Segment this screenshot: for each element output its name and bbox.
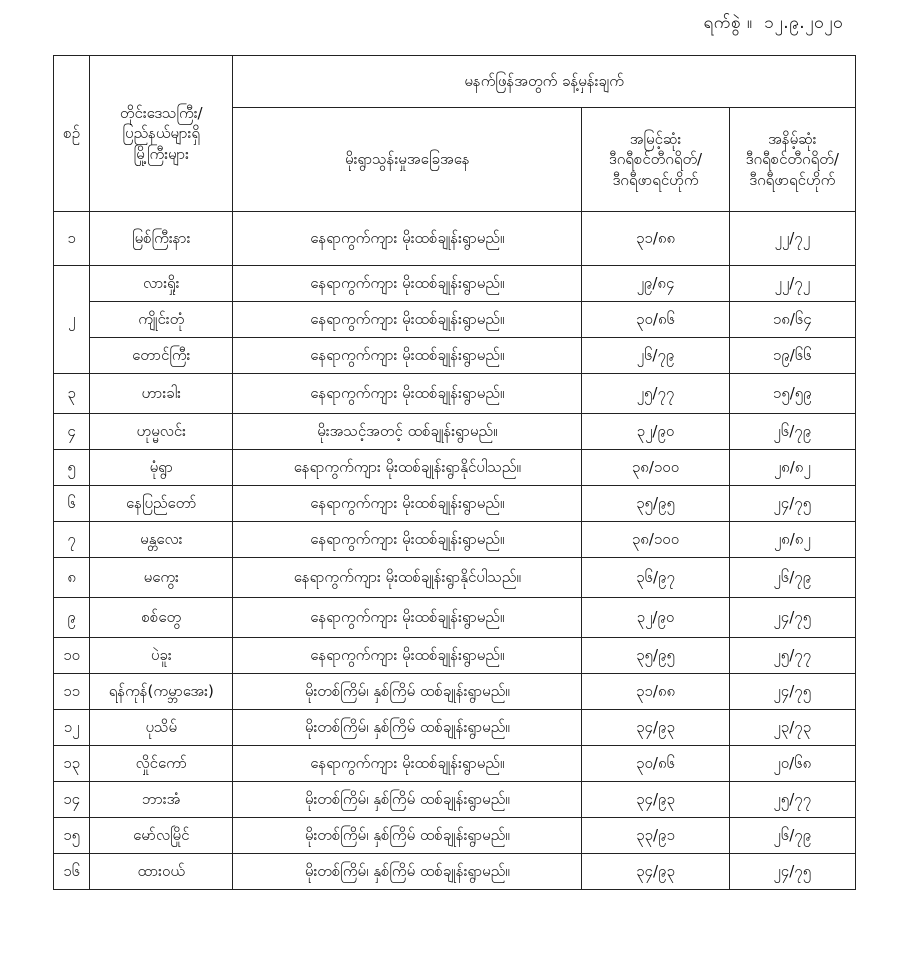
city-name: ဘားအံ [90, 782, 233, 818]
city-name: တောင်ကြီး [90, 338, 233, 374]
row-number: ၉ [54, 598, 90, 638]
table-row [54, 266, 856, 302]
row-number: ၆ [54, 486, 90, 522]
city-name: ဟားခါး [90, 374, 233, 414]
header-no: စဉ် [54, 56, 90, 212]
city-name: လားရှိုး [90, 266, 233, 302]
table-row [54, 338, 856, 374]
header-max-temp: အမြင့်ဆုံး ဒီဂရီစင်တီဂရိတ်/ ဒီဂရီဖာရင်ဟိုက် [582, 108, 729, 212]
date-label: ရက်စွဲ ။ [703, 13, 753, 33]
min-temp: ၂၈/၈၂ [729, 522, 855, 558]
city-name: ရန်ကုန်(ကမ္ဘာအေး) [90, 674, 233, 710]
header-min-temp: အနိမ့်ဆုံး ဒီဂရီစင်တီဂရိတ်/ ဒီဂရီဖာရင်ဟိုက် [729, 108, 855, 212]
table-row [54, 854, 856, 890]
city-name: မုံရွာ [90, 450, 233, 486]
table-row [54, 782, 856, 818]
max-temp: ၃၄/၉၃ [582, 710, 729, 746]
min-temp: ၁၉/၆၆ [729, 338, 855, 374]
min-temp: ၂၆/၇၉ [729, 558, 855, 598]
max-temp: ၃၀/၈၆ [582, 302, 729, 338]
table-row [54, 522, 856, 558]
rain-condition: နေရာကွက်ကျား မိုးထစ်ချုန်းရွာမည်။ [233, 302, 582, 338]
row-number: ၂ [54, 266, 90, 374]
max-temp: ၃၅/၉၅ [582, 638, 729, 674]
min-temp: ၂၈/၈၂ [729, 450, 855, 486]
city-name: နေပြည်တော် [90, 486, 233, 522]
row-number: ၄ [54, 414, 90, 450]
rain-condition: နေရာကွက်ကျား မိုးထစ်ချုန်းရွာမည်။ [233, 374, 582, 414]
table-row [54, 374, 856, 414]
min-temp: ၂၄/၇၅ [729, 486, 855, 522]
min-temp: ၂၃/၇၃ [729, 710, 855, 746]
row-number: ၁၄ [54, 782, 90, 818]
min-temp: ၂၄/၇၅ [729, 674, 855, 710]
header-region: တိုင်းဒေသကြီး/ ပြည်နယ်များရှိ မြို့ကြီးများ [90, 56, 233, 212]
rain-condition: နေရာကွက်ကျား မိုးထစ်ချုန်းရွာမည်။ [233, 266, 582, 302]
max-temp: ၂၅/၇၇ [582, 374, 729, 414]
max-temp: ၂၉/၈၄ [582, 266, 729, 302]
row-number: ၁၅ [54, 818, 90, 854]
row-number: ၇ [54, 522, 90, 558]
max-temp: ၃၁/၈၈ [582, 212, 729, 266]
max-temp: ၃၁/၈၈ [582, 674, 729, 710]
rain-condition: မိုးတစ်ကြိမ်၊ နှစ်ကြိမ် ထစ်ချုန်းရွာမည်။ [233, 710, 582, 746]
header-condition: မိုးရွာသွန်းမှုအခြေအနေ [233, 108, 582, 212]
min-temp: ၂၀/၆၈ [729, 746, 855, 782]
table-row [54, 818, 856, 854]
rain-condition: နေရာကွက်ကျား မိုးထစ်ချုန်းရွာမည်။ [233, 486, 582, 522]
table-row [54, 746, 856, 782]
header-forecast-group: မနက်ဖြန်အတွက် ခန့်မှန်းချက် [233, 56, 856, 108]
row-number: ၃ [54, 374, 90, 414]
table-row [54, 486, 856, 522]
date-value: ၁၂.၉.၂၀၂၀ [764, 13, 843, 33]
table-row [54, 638, 856, 674]
table-row [54, 598, 856, 638]
max-temp: ၃၄/၉၃ [582, 854, 729, 890]
row-number: ၈ [54, 558, 90, 598]
min-temp: ၂၅/၇၇ [729, 638, 855, 674]
rain-condition: မိုးတစ်ကြိမ်၊ နှစ်ကြိမ် ထစ်ချုန်းရွာမည်။ [233, 674, 582, 710]
rain-condition: မိုးတစ်ကြိမ်၊ နှစ်ကြိမ် ထစ်ချုန်းရွာမည်။ [233, 782, 582, 818]
city-name: လှိုင်ကော် [90, 746, 233, 782]
min-temp: ၂၂/၇၂ [729, 212, 855, 266]
max-temp: ၃၄/၉၃ [582, 782, 729, 818]
city-name: စစ်တွေ [90, 598, 233, 638]
rain-condition: မိုးတစ်ကြိမ်၊ နှစ်ကြိမ် ထစ်ချုန်းရွာမည်။ [233, 818, 582, 854]
row-number: ၁၀ [54, 638, 90, 674]
rain-condition: နေရာကွက်ကျား မိုးထစ်ချုန်းရွာမည်။ [233, 522, 582, 558]
max-temp: ၃၅/၉၅ [582, 486, 729, 522]
table-row [54, 212, 856, 266]
city-name: မကွေး [90, 558, 233, 598]
forecast-table [53, 55, 856, 890]
min-temp: ၁၅/၅၉ [729, 374, 855, 414]
max-temp: ၂၆/၇၉ [582, 338, 729, 374]
min-temp: ၂၅/၇၇ [729, 782, 855, 818]
max-temp: ၃၀/၈၆ [582, 746, 729, 782]
table-row [54, 710, 856, 746]
min-temp: ၁၈/၆၄ [729, 302, 855, 338]
min-temp: ၂၂/၇၂ [729, 266, 855, 302]
row-number: ၁၆ [54, 854, 90, 890]
city-name: မြစ်ကြီးနား [90, 212, 233, 266]
rain-condition: နေရာကွက်ကျား မိုးထစ်ချုန်းရွာမည်။ [233, 598, 582, 638]
rain-condition: မိုးအသင့်အတင့် ထစ်ချုန်းရွာမည်။ [233, 414, 582, 450]
city-name: မော်လမြိုင် [90, 818, 233, 854]
table-body [54, 212, 856, 890]
max-temp: ၃၈/၁၀၀ [582, 522, 729, 558]
max-temp: ၃၂/၉၀ [582, 598, 729, 638]
rain-condition: နေရာကွက်ကျား မိုးထစ်ချုန်းရွာမည်။ [233, 338, 582, 374]
rain-condition: နေရာကွက်ကျား မိုးထစ်ချုန်းရွာနိုင်ပါသည်။ [233, 558, 582, 598]
table-row [54, 558, 856, 598]
max-temp: ၃၆/၉၇ [582, 558, 729, 598]
city-name: ဟုမ္မလင်း [90, 414, 233, 450]
max-temp: ၃၃/၉၁ [582, 818, 729, 854]
rain-condition: နေရာကွက်ကျား မိုးထစ်ချုန်းရွာနိုင်ပါသည်။ [233, 450, 582, 486]
rain-condition: နေရာကွက်ကျား မိုးထစ်ချုန်းရွာမည်။ [233, 212, 582, 266]
rain-condition: နေရာကွက်ကျား မိုးထစ်ချုန်းရွာမည်။ [233, 638, 582, 674]
date-line [697, 12, 843, 37]
table-row [54, 450, 856, 486]
row-number: ၅ [54, 450, 90, 486]
row-number: ၁ [54, 212, 90, 266]
table-row [54, 674, 856, 710]
min-temp: ၂၆/၇၉ [729, 414, 855, 450]
city-name: ကျိုင်းတုံ [90, 302, 233, 338]
city-name: ပဲခူး [90, 638, 233, 674]
city-name: ပုသိမ် [90, 710, 233, 746]
max-temp: ၃၈/၁၀၀ [582, 450, 729, 486]
rain-condition: နေရာကွက်ကျား မိုးထစ်ချုန်းရွာမည်။ [233, 746, 582, 782]
min-temp: ၂၄/၇၅ [729, 598, 855, 638]
max-temp: ၃၂/၉၀ [582, 414, 729, 450]
row-number: ၁၂ [54, 710, 90, 746]
row-number: ၁၁ [54, 674, 90, 710]
rain-condition: မိုးတစ်ကြိမ်၊ နှစ်ကြိမ် ထစ်ချုန်းရွာမည်။ [233, 854, 582, 890]
city-name: ထားဝယ် [90, 854, 233, 890]
min-temp: ၂၄/၇၅ [729, 854, 855, 890]
row-number: ၁၃ [54, 746, 90, 782]
table-row [54, 302, 856, 338]
min-temp: ၂၆/၇၉ [729, 818, 855, 854]
city-name: မန္တလေး [90, 522, 233, 558]
table-row [54, 414, 856, 450]
